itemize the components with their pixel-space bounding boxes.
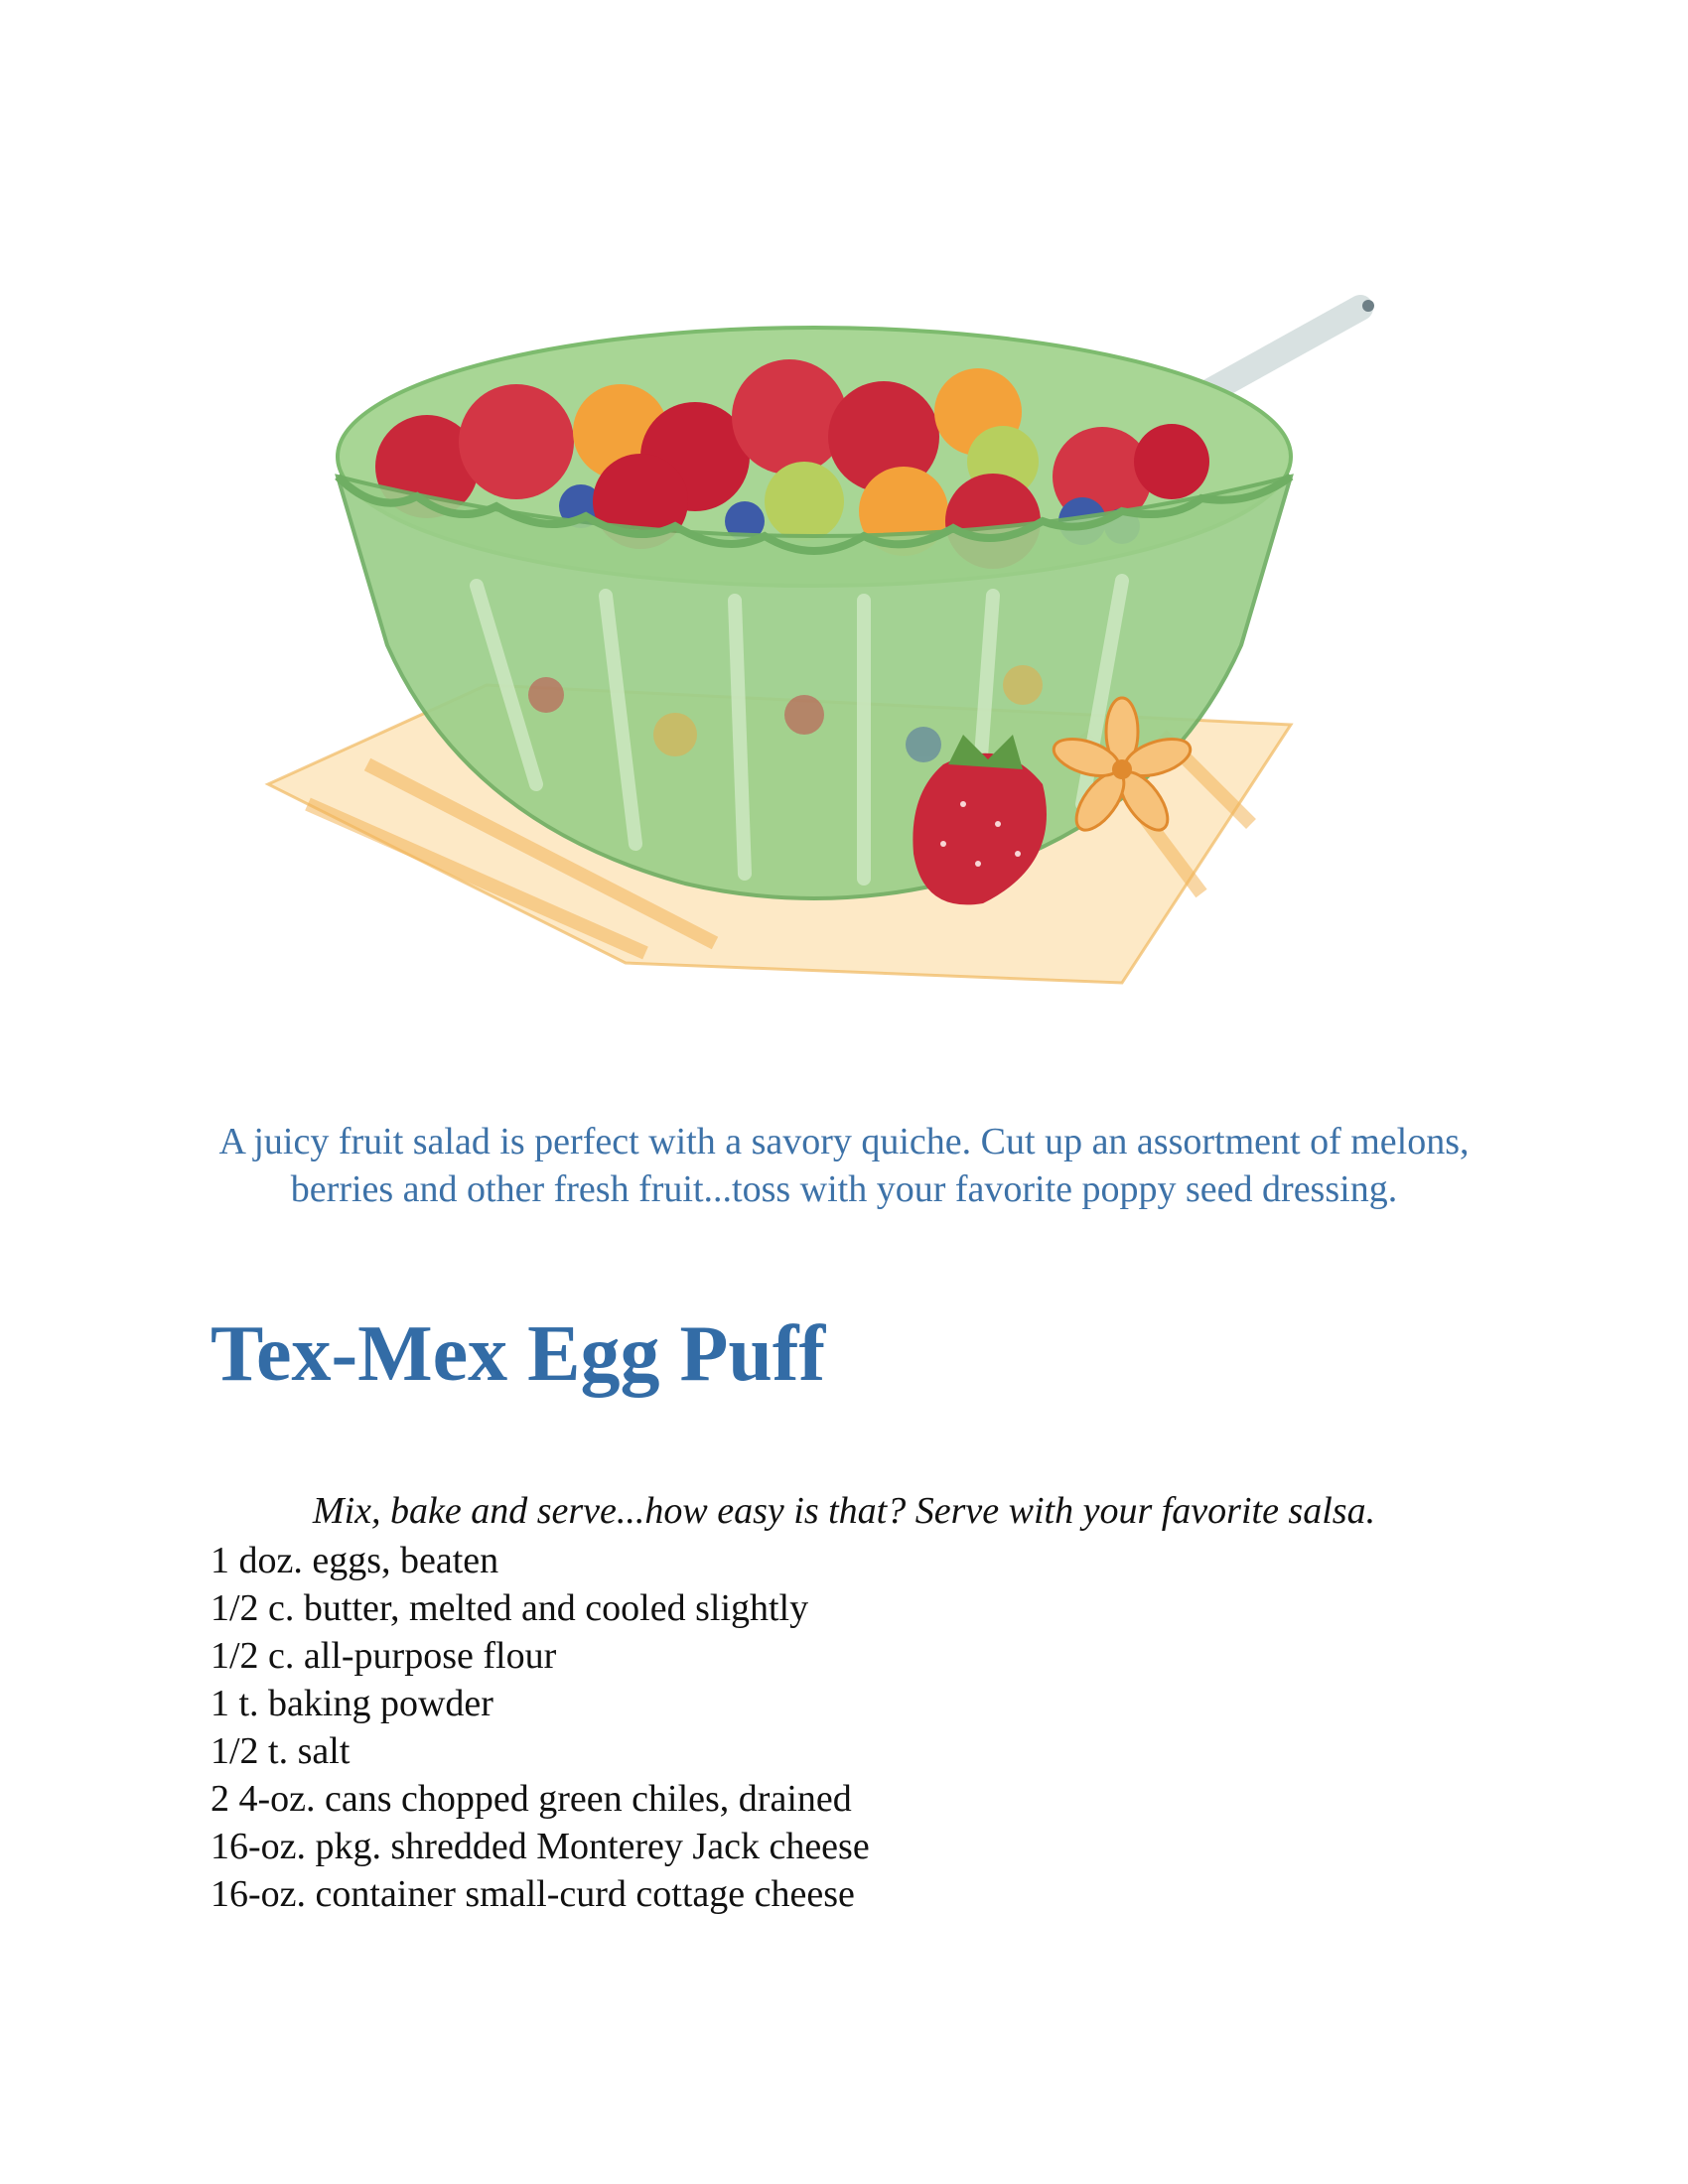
ingredient-item: 2 4-oz. cans chopped green chiles, drained <box>211 1778 852 1820</box>
serving-tip: A juicy fruit salad is perfect with a savory quiche. Cut up an assortment of melons, berries and other fresh fruit...toss with your favorite poppy seed dressing. <box>218 1121 1470 1210</box>
recipe-title: Tex-Mex Egg Puff <box>211 1310 826 1398</box>
ingredient-list <box>211 1537 870 1918</box>
recipe-intro: Mix, bake and serve...how easy is that? Serve with your favorite salsa. <box>312 1490 1376 1532</box>
ingredient-item: 16-oz. pkg. shredded Monterey Jack cheese <box>211 1826 870 1867</box>
ingredient-item: 1/2 c. all-purpose flour <box>211 1635 557 1677</box>
ingredient-item: 16-oz. container small-curd cottage cheese <box>211 1873 855 1915</box>
ingredient-item: 1/2 c. butter, melted and cooled slightly <box>211 1587 809 1629</box>
ingredient-item: 1/2 t. salt <box>211 1730 351 1772</box>
ingredient-item: 1 doz. eggs, beaten <box>211 1540 499 1581</box>
ingredient-item: 1 t. baking powder <box>211 1683 493 1724</box>
fruit-salad-bowl-icon <box>248 268 1420 993</box>
